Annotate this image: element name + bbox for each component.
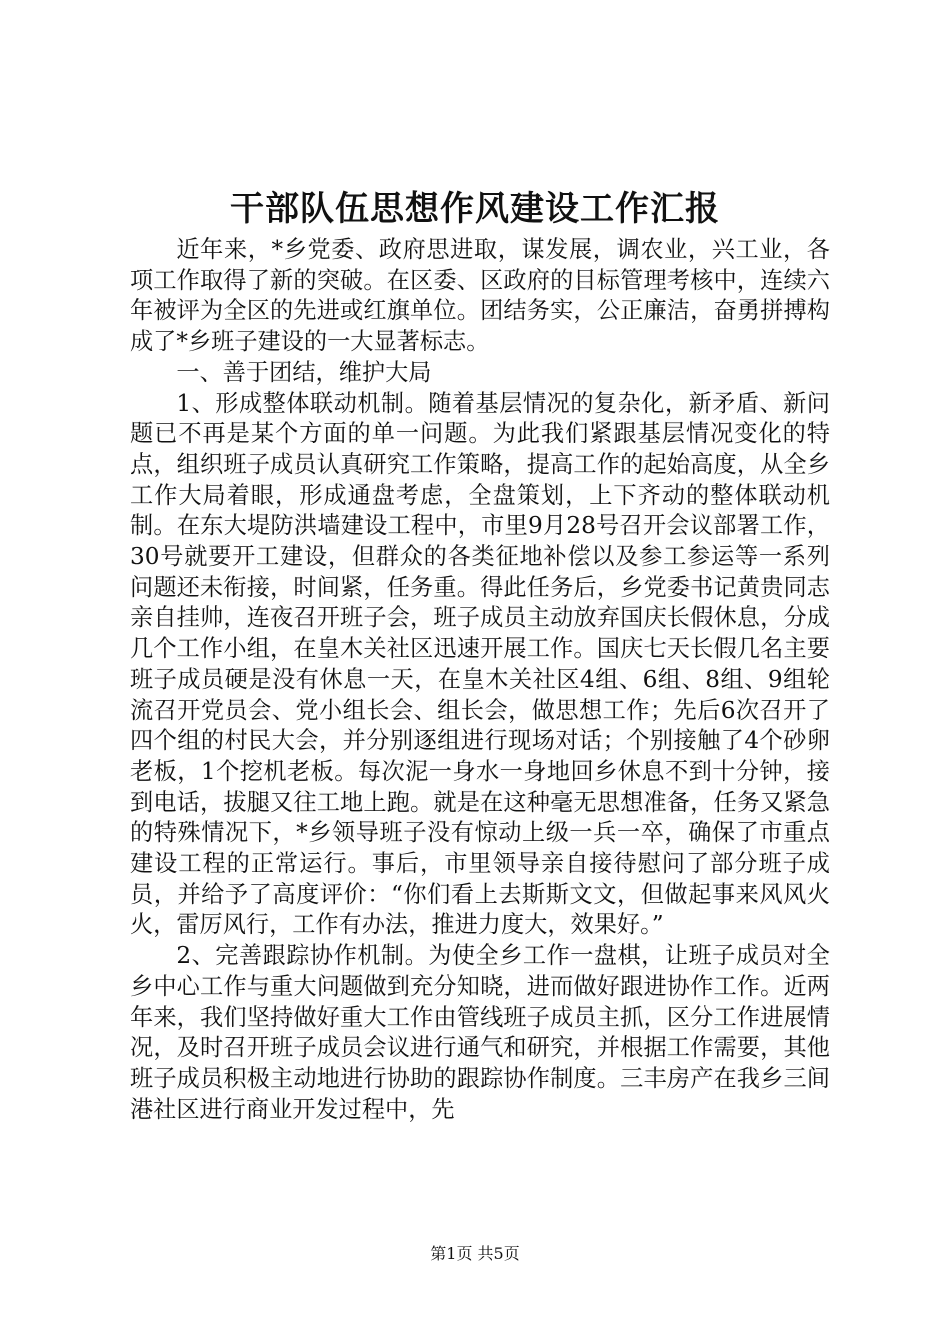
page-number-footer: 第1页 共5页 <box>430 1244 520 1263</box>
paragraph-item-1: 1、形成整体联动机制。随着基层情况的复杂化，新矛盾、新问题已不再是某个方面的单一问题。为此我们紧跟基层情况变化的特点，组织班子成员认真研究工作策略，提高工作的起始高度，从全乡工作大局着眼，形成通盘考虑，全盘策划，上下齐动的整体联动机制。在东大堤防洪墙建设工程中，市里9月28号召开会议部署工作，30号就要开工建设，但群众的各类征地补偿以及参工参运等一系列问题还未衔接，时间紧，任务重。得此任务后，乡党委书记黄贵同志亲自挂帅，连夜召开班子会，班子成员主动放弃国庆长假休息，分成几个工作小组，在皇木关社区迅速开展工作。国庆七天长假几名主要班子成员硬是没有休息一天，在皇木关社区4组、6组、8组、9组轮流召开党员会、党小组长会、组长会，做思想工作；先后6次召开了四个组的村民大会，并分别逐组进行现场对话；个别接触了4个砂卵老板，1个挖机老板。每次泥一身水一身地回乡休息不到十分钟，接到电话，拔腿又往工地上跑。就是在这种毫无思想准备，任务又紧急的特殊情况下，*乡领导班子没有惊动上级一兵一卒，确保了市重点建设工程的正常运行。事后，市里领导亲自接待慰问了部分班子成员，并给予了高度评价：“你们看上去斯斯文文，但做起事来风风火火，雷厉风行，工作有办法，推进力度大，效果好。” <box>130 389 830 939</box>
document-body <box>130 235 830 1125</box>
intro-paragraph: 近年来，*乡党委、政府思进取，谋发展，调农业，兴工业，各项工作取得了新的突破。在区委、区政府的目标管理考核中，连续六年被评为全区的先进或红旗单位。团结务实，公正廉洁，奋勇拼搏构成了*乡班子建设的一大显著标志。 <box>130 236 830 356</box>
document-title: 干部队伍思想作风建设工作汇报 <box>230 189 720 229</box>
paragraph-item-2: 2、完善跟踪协作机制。为使全乡工作一盘棋，让班子成员对全乡中心工作与重大问题做到充分知晓，进而做好跟进协作工作。近两年来，我们坚持做好重大工作由管线班子成员主抓，区分工作进展情况，及时召开班子成员会议进行通气和研究，并根据工作需要，其他班子成员积极主动地进行协助的跟踪协作制度。三丰房产在我乡三间港社区进行商业开发过程中，先 <box>130 942 830 1123</box>
section-heading: 一、善于团结，维护大局 <box>176 358 432 386</box>
